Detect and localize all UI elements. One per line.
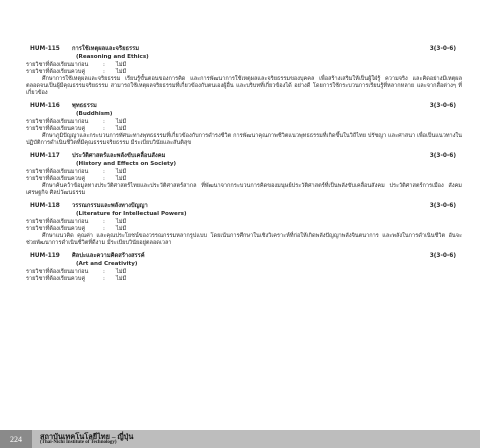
- institute-name-en: (Thai-Nichi Institute of Technology): [40, 440, 117, 445]
- page-footer: [0, 430, 480, 448]
- course-header: [26, 46, 462, 54]
- course-entry: [26, 253, 462, 283]
- corequisite-value: ไม่มี: [116, 276, 127, 282]
- course-header: [26, 103, 462, 111]
- course-code: HUM-117: [30, 153, 60, 159]
- course-title-en: (Reasoning and Ethics): [76, 54, 149, 60]
- corequisite-row: [26, 176, 462, 183]
- course-header: [26, 253, 462, 261]
- separator: :: [103, 119, 105, 125]
- prerequisite-label: รายวิชาที่ต้องเรียนมาก่อน: [26, 169, 89, 175]
- prerequisite-row: [26, 62, 462, 69]
- prerequisite-value: ไม่มี: [116, 169, 127, 175]
- corequisite-row: [26, 69, 462, 76]
- prerequisite-value: ไม่มี: [116, 219, 127, 225]
- corequisite-value: ไม่มี: [116, 69, 127, 75]
- course-entry: [26, 203, 462, 247]
- course-title-th: ศิลปะและความคิดสร้างสรรค์: [72, 253, 145, 259]
- corequisite-label: รายวิชาที่ต้องเรียนควบคู่: [26, 69, 86, 75]
- separator: :: [103, 126, 105, 132]
- course-title-th: การใช้เหตุผลและจริยธรรม: [72, 46, 140, 52]
- separator: :: [103, 226, 105, 232]
- separator: :: [103, 269, 105, 275]
- course-description: ศึกษาภูมิปัญญาและกระบวนการทัศนะทางพุทธธรรมที่เกี่ยวข้องกับการดำรงชีวิต การพัฒนาคุณภาพชีวิตแนวพุทธธรรมที่เกิดขึ้นในวิถีไทย ปรัชญา และศาสนา เพื่อเป็นแนวทางในปฏิบัติการดำเนินชีวิตที่มีคุณธรรมจริยธรรม มีระเบียบวินัยและสันติสุข: [26, 133, 462, 146]
- course-title-en: (History and Effects on Society): [76, 161, 177, 167]
- course-title-en: (Literature for Intellectual Powers): [76, 211, 187, 217]
- prerequisite-row: [26, 169, 462, 176]
- course-title-th: ประวัติศาสตร์และพลังขับเคลื่อนสังคม: [72, 153, 166, 159]
- prerequisite-label: รายวิชาที่ต้องเรียนมาก่อน: [26, 62, 89, 68]
- separator: :: [103, 169, 105, 175]
- course-credits: 3(3-0-6): [429, 203, 456, 209]
- course-credits: 3(3-0-6): [429, 103, 456, 109]
- prerequisite-row: [26, 269, 462, 276]
- prerequisite-label: รายวิชาที่ต้องเรียนมาก่อน: [26, 269, 89, 275]
- course-entry: [26, 153, 462, 197]
- corequisite-row: [26, 126, 462, 133]
- prerequisite-row: [26, 219, 462, 226]
- prerequisite-label: รายวิชาที่ต้องเรียนมาก่อน: [26, 119, 89, 125]
- corequisite-label: รายวิชาที่ต้องเรียนควบคู่: [26, 226, 86, 232]
- corequisite-value: ไม่มี: [116, 126, 127, 132]
- prerequisite-row: [26, 119, 462, 126]
- corequisite-label: รายวิชาที่ต้องเรียนควบคู่: [26, 176, 86, 182]
- prerequisite-value: ไม่มี: [116, 269, 127, 275]
- course-title-th: พุทธธรรม: [72, 103, 97, 109]
- separator: :: [103, 219, 105, 225]
- corequisite-label: รายวิชาที่ต้องเรียนควบคู่: [26, 276, 86, 282]
- corequisite-row: [26, 276, 462, 283]
- prerequisite-value: ไม่มี: [116, 62, 127, 68]
- separator: :: [103, 276, 105, 282]
- course-list: [26, 0, 462, 289]
- course-description: ศึกษาค้นคว้าข้อมูลทางประวัติศาสตร์ไทยและประวัติศาสตร์สากล ที่พัฒนาจากกระบวนการคิดของมนุษย์ประวัติศาสตร์ที่เป็นพลังขับเคลื่อนสังคม ประวัติศาสตร์การเมือง สังคม เศรษฐกิจ ศิลปวัฒนธรรม: [26, 183, 462, 196]
- course-code: HUM-119: [30, 253, 60, 259]
- course-code: HUM-116: [30, 103, 60, 109]
- corequisite-value: ไม่มี: [116, 226, 127, 232]
- separator: :: [103, 62, 105, 68]
- course-credits: 3(3-0-6): [429, 153, 456, 159]
- separator: :: [103, 176, 105, 182]
- prerequisite-label: รายวิชาที่ต้องเรียนมาก่อน: [26, 219, 89, 225]
- course-credits: 3(3-0-6): [429, 46, 456, 52]
- course-credits: 3(3-0-6): [429, 253, 456, 259]
- course-title-th: วรรณกรรมและพลังทางปัญญา: [72, 203, 148, 209]
- corequisite-row: [26, 226, 462, 233]
- page-number: 224: [0, 430, 32, 448]
- corequisite-value: ไม่มี: [116, 176, 127, 182]
- corequisite-label: รายวิชาที่ต้องเรียนควบคู่: [26, 126, 86, 132]
- course-header: [26, 153, 462, 161]
- course-code: HUM-118: [30, 203, 60, 209]
- course-entry: [26, 103, 462, 147]
- institute-name-th: สถาบันเทคโนโลยีไทย – ญี่ปุ่น: [40, 432, 134, 441]
- course-title-en: (Art and Creativity): [76, 261, 138, 267]
- course-title-en: (Buddhism): [76, 111, 113, 117]
- course-header: [26, 203, 462, 211]
- course-code: HUM-115: [30, 46, 60, 52]
- course-entry: [26, 46, 462, 97]
- separator: :: [103, 69, 105, 75]
- course-description: ศึกษาการใช้เหตุผลและจริยธรรม เรียนรู้ขั้นตอนของการคิด และการพัฒนาการใช้เหตุผลและจริยธรรมของบุคคล เพื่อสร้างเสริมให้เป็นผู้ใฝ่รู้ ความจริง และคิดอย่างมีเหตุผล ตลอดจนเป็นผู้มีคุณธรรมจริยธรรม สามารถใช้เหตุผลจริยธรรมที่เกี่ยวข้องกับตนเองผู้อื่น และบริบทที่เกี่ยวข้องได้ อย่างดี โดยการใช้กระบวนการเรียนรู้ที่หลากหลาย และจากสื่อต่างๆ ที่เกี่ยวข้อง: [26, 76, 462, 96]
- prerequisite-value: ไม่มี: [116, 119, 127, 125]
- course-description: ศึกษาแนวคิด คุณค่า และคุณประโยชน์ของวรรณกรรมหลากรูปแบบ โดยเน้นการศึกษาในเชิงวิเคราะห์ที่ก่อให้เกิดพลังปัญญาพลังจินตนาการ และพลังในการดำเนินชีวิต อันจะช่วยพัฒนาการดำเนินชีวิตที่ดีงาม มีระเบียบวินัยอยู่ตลอดเวลา: [26, 233, 462, 246]
